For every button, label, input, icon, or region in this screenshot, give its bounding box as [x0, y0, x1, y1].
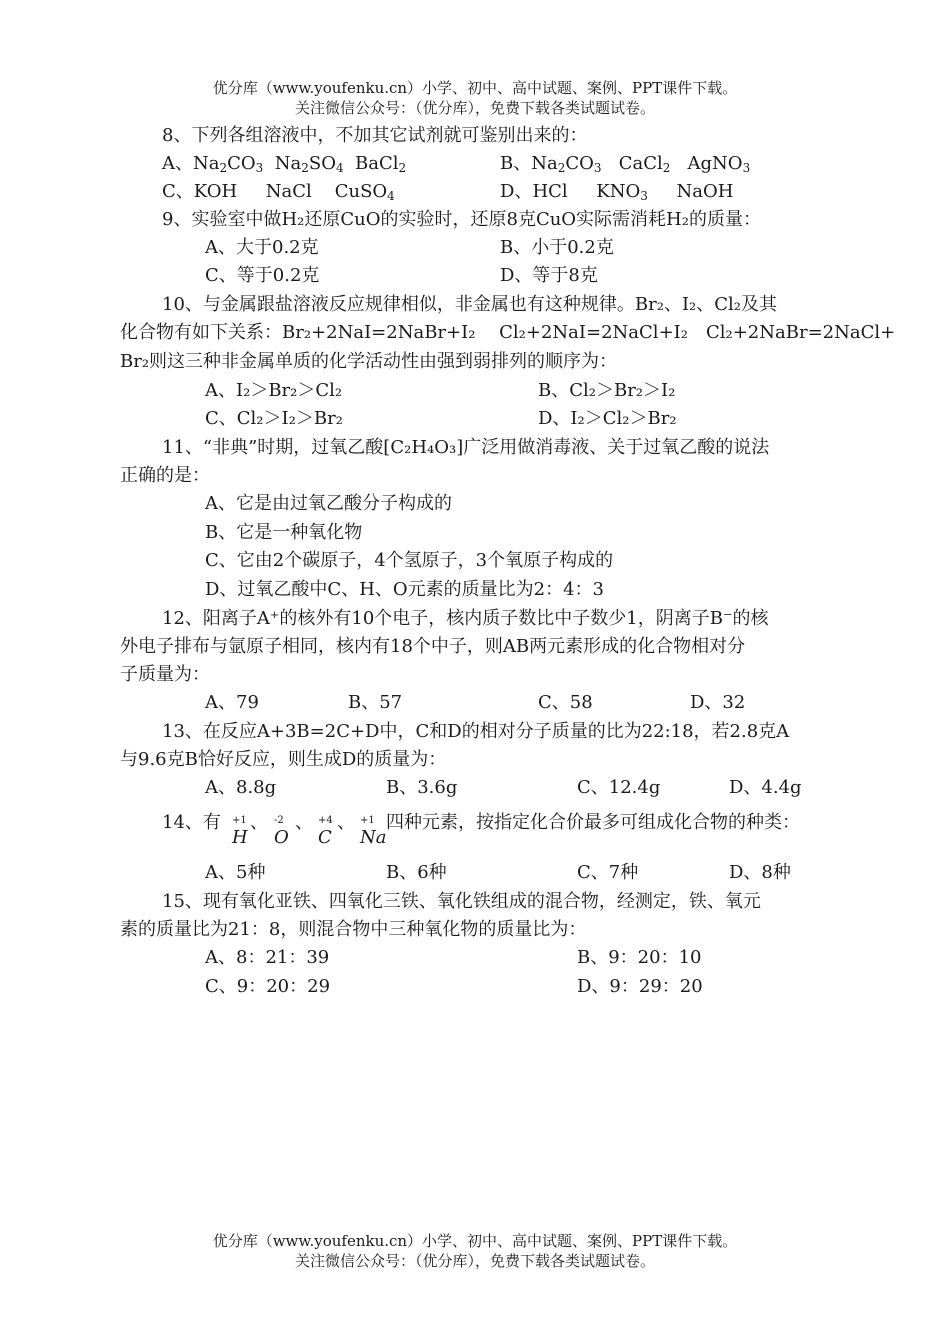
q15-option-a: A、8：21：39 [205, 947, 330, 968]
q9-option-c: C、等于0.2克 [205, 265, 320, 286]
q11-option-a: A、它是由过氧乙酸分子构成的 [205, 493, 452, 514]
element-h: +1 H [232, 815, 248, 848]
q9-stem: 9、实验室中做H₂还原CuO的实验时，还原8克CuO实际需消耗H₂的质量： [162, 209, 761, 230]
q10-line-2: 化合物有如下关系：Br₂+2NaI=2NaBr+I₂ Cl₂+2NaI=2NaCl+I₂ Cl₂+2NaBr=2NaCl+ [120, 322, 896, 343]
element-na: +1 Na [360, 815, 387, 848]
q10-option-a: A、I₂＞Br₂＞Cl₂ [205, 380, 343, 401]
q14-option-d: D、8种 [729, 862, 791, 883]
q10-option-d: D、I₂＞Cl₂＞Br₂ [538, 408, 677, 429]
footer-line-2: 关注微信公众号：（优分库），免费下载各类试题试卷。 [294, 1252, 655, 1270]
q10-option-b: B、Cl₂＞Br₂＞I₂ [538, 380, 676, 401]
q14-sep-1: 、 [250, 812, 268, 833]
q13-line-1: 13、在反应A+3B=2C+D中，C和D的相对分子质量的比为22:18，若2.8克A [162, 721, 790, 742]
q12-option-d: D、32 [690, 692, 746, 713]
q13-option-c: C、12.4g [577, 777, 661, 798]
q15-option-d: D、9：29：20 [577, 976, 703, 997]
q8-option-a: A、$Na_2CO_3$ $Na_2SO_4$ BaCl$_2$ [162, 153, 407, 175]
q14-sep-3: 、 [337, 812, 355, 833]
q9-option-b: B、小于0.2克 [500, 237, 614, 258]
element-c: +4 C [318, 815, 333, 848]
q14-option-b: B、6种 [386, 862, 447, 883]
q15-line-2: 素的质量比为21：8，则混合物中三种氧化物的质量比为： [120, 919, 587, 940]
q15-option-c: C、9：20：29 [205, 976, 331, 997]
q15-line-1: 15、现有氧化亚铁、四氧化三铁、氧化铁组成的混合物，经测定，铁、氧元 [162, 891, 761, 912]
q14-prefix: 14、有 [162, 812, 221, 833]
q8-stem: 8、下列各组溶液中，不加其它试剂就可鉴别出来的： [162, 125, 588, 146]
q14-suffix: 四种元素，按指定化合价最多可组成化合物的种类： [386, 812, 800, 833]
q14-sep-2: 、 [295, 812, 313, 833]
q13-option-d: D、4.4g [729, 777, 802, 798]
q11-option-b: B、它是一种氧化物 [205, 522, 363, 543]
q14-option-a: A、5种 [205, 862, 266, 883]
q12-line-2: 外电子排布与氩原子相同，核内有18个中子，则AB两元素形成的化合物相对分 [120, 636, 746, 657]
q10-line-3: Br₂则这三种非金属单质的化学活动性由强到弱排列的顺序为： [120, 351, 618, 372]
q10-option-c: C、Cl₂＞I₂＞Br₂ [205, 408, 343, 429]
q12-option-a: A、79 [205, 692, 259, 713]
q12-line-1: 12、阳离子A⁺的核外有10个电子，核内质子数比中子数少1，阴离子B⁻的核 [162, 608, 769, 629]
q14-option-c: C、7种 [577, 862, 639, 883]
q8-option-b: B、$Na_2CO_3$ CaCl$_2$ AgNO$_3$ [500, 153, 751, 175]
q12-option-b: B、57 [348, 692, 403, 713]
footer-line-1: 优分库（www.youfenku.cn）小学、初中、高中试题、案例、PPT课件下载。 [212, 1232, 738, 1250]
header-line-1: 优分库（www.youfenku.cn）小学、初中、高中试题、案例、PPT课件下载。 [212, 79, 738, 97]
q11-option-d: D、过氧乙酸中C、H、O元素的质量比为2：4：3 [205, 579, 605, 600]
q9-option-a: A、大于0.2克 [205, 237, 319, 258]
header-line-2: 关注微信公众号：（优分库），免费下载各类试题试卷。 [294, 99, 655, 117]
q13-line-2: 与9.6克B恰好反应，则生成D的质量为： [120, 749, 447, 770]
q12-line-3: 子质量为： [120, 664, 210, 685]
q13-option-a: A、8.8g [205, 777, 277, 798]
q9-option-d: D、等于8克 [500, 265, 598, 286]
q11-line-2: 正确的是： [120, 465, 210, 486]
q11-option-c: C、它由2个碳原子，4个氢原子，3个氧原子构成的 [205, 550, 614, 571]
q11-line-1: 11、“非典”时期，过氧乙酸[C₂H₄O₃]广泛用做消毒液、关于过氧乙酸的说法 [162, 437, 770, 458]
q10-line-1: 10、与金属跟盐溶液反应规律相似，非金属也有这种规律。Br₂、I₂、Cl₂及其 [162, 294, 778, 315]
q15-option-b: B、9：20：10 [577, 947, 702, 968]
q12-option-c: C、58 [538, 692, 593, 713]
q8-option-d: D、HCl $KNO_3$ NaOH [500, 181, 734, 203]
q8-option-c: C、KOH NaCl CuSO$_4$ [162, 181, 395, 203]
element-o: -2 O [274, 815, 289, 848]
q13-option-b: B、3.6g [386, 777, 458, 798]
